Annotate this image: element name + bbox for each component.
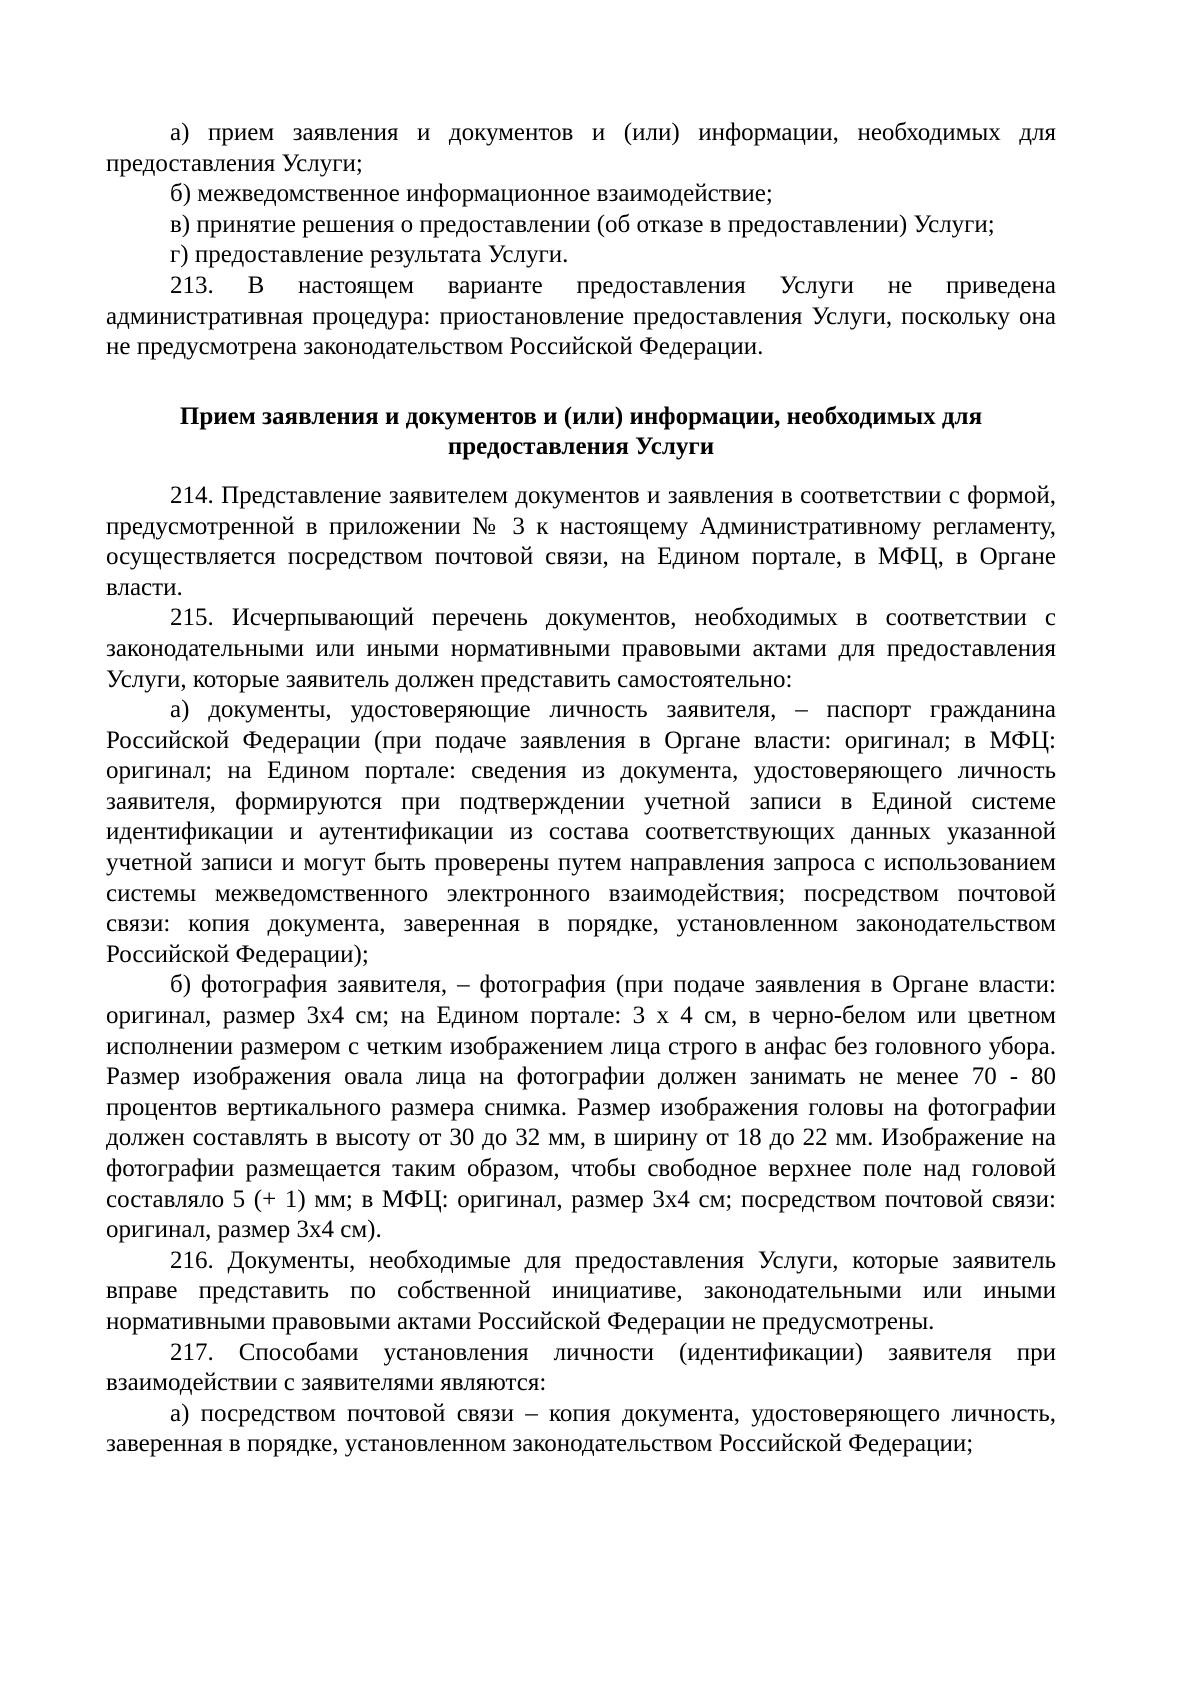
section-heading: Прием заявления и документов и (или) информации, необходимых для предоставления Услуги — [179, 402, 983, 461]
list-item-d-result: г) предоставление результата Услуги. — [170, 241, 569, 269]
paragraph-215-item-a: а) документы, удостоверяющие личность заявителя, – паспорт гражданина Российской Федерации (при подаче заявления в Органе власти: оригинал; в МФЦ: оригинал; на Едином портале: сведения из документа, удостоверяющего личность заявителя, формируются при подтверждении учетной записи в Единой системе идентификации и аутентификации из состава соответствующих данных указанной учетной записи и могут быть проверены путем направления запроса с использованием системы межведомственного электронного взаимодействия; посредством почтовой связи: копия документа, заверенная в порядке, установленном законодательством Российской Федерации); — [106, 696, 1056, 968]
paragraph-216: 216. Документы, необходимые для предоставления Услуги, которые заявитель вправе представить по собственной инициативе, законодательными или иными нормативными правовыми актами Российской Федерации не предусмотрены. — [106, 1246, 1056, 1335]
paragraph-217-item-a: а) посредством почтовой связи – копия документа, удостоверяющего личность, заверенная в порядке, установленном законодательством Российской Федерации; — [106, 1399, 1056, 1458]
list-item-b-interagency: б) межведомственное информационное взаимодействие; — [170, 180, 773, 208]
paragraph-214: 214. Представление заявителем документов и заявления в соответствии с формой, предусмотренной в приложении № 3 к настоящему Административному регламенту, осуществляется посредством почтовой связи, на Едином портале, в МФЦ, в Органе власти. — [106, 481, 1056, 601]
paragraph-217: 217. Способами установления личности (идентификации) заявителя при взаимодействии с заявителями являются: — [106, 1338, 1056, 1397]
list-item-c-decision: в) принятие решения о предоставлении (об отказе в предоставлении) Услуги; — [170, 210, 995, 238]
spacer — [106, 363, 1056, 402]
list-item-a-reception: а) прием заявления и документов и (или) информации, необходимых для предоставления Услуги; — [106, 119, 1056, 177]
spacer — [106, 463, 1056, 481]
document-body — [106, 118, 1056, 1460]
paragraph-215: 215. Исчерпывающий перечень документов, необходимых в соответствии с законодательными или иными нормативными правовыми актами для предоставления Услуги, которые заявитель должен представить самостоятельно: — [106, 604, 1056, 693]
paragraph-213: 213. В настоящем варианте предоставления Услуги не приведена административная процедура: приостановление предоставления Услуги, поскольку она не предусмотрена законодательством Российской Федерации. — [106, 271, 1056, 361]
paragraph-215-item-b: б) фотография заявителя, – фотография (при подаче заявления в Органе власти: оригинал, размер 3x4 см; на Едином портале: 3 x 4 см, в черно-белом или цветном исполнении размером с четким изображением лица строго в анфас без головного убора. Размер изображения овала лица на фотографии должен занимать не менее 70 - 80 процентов вертикального размера снимка. Размер изображения головы на фотографии должен составлять в высоту от 30 до 32 мм, в ширину от 18 до 22 мм. Изображение на фотографии размещается таким образом, чтобы свободное верхнее поле над головой составляло 5 (+ 1) мм; в МФЦ: оригинал, размер 3x4 см; посредством почтовой связи: оригинал, размер 3x4 см). — [106, 971, 1056, 1244]
